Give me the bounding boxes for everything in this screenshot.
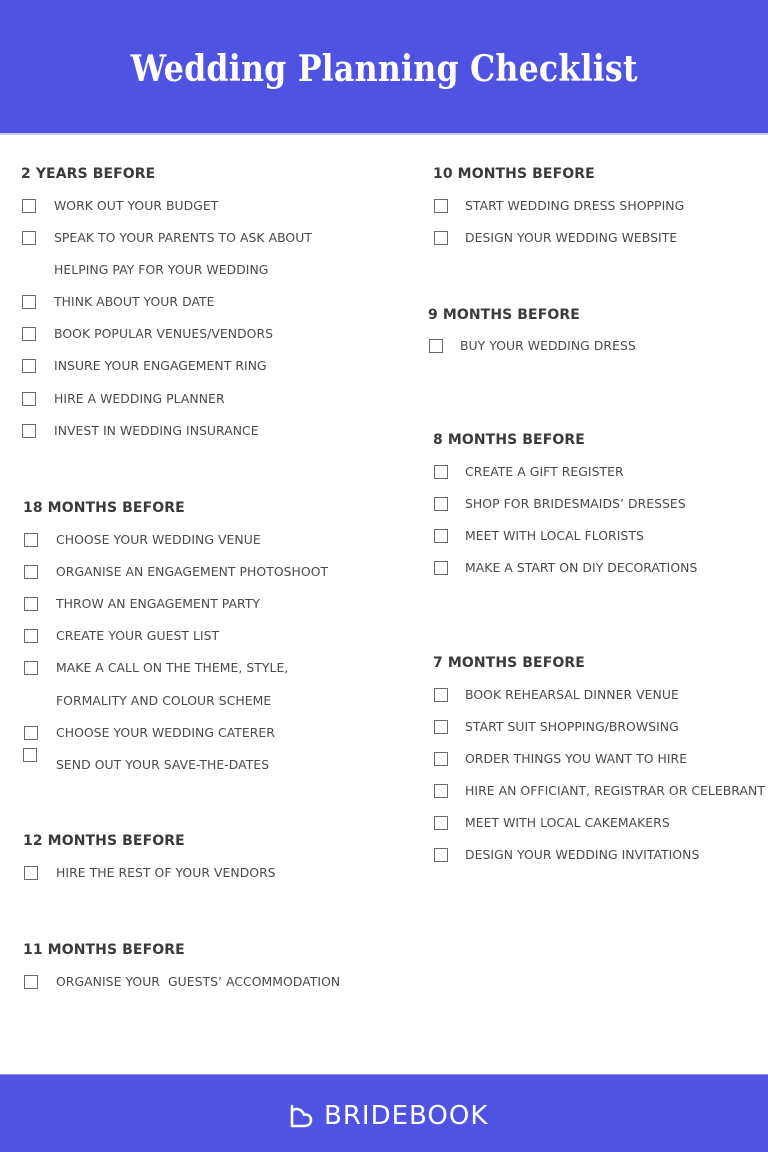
- section-10-months-before: [433, 164, 763, 254]
- checkbox[interactable]: [434, 465, 448, 479]
- checkbox[interactable]: [434, 529, 448, 543]
- checkbox[interactable]: [434, 231, 448, 245]
- header-divider: [0, 133, 768, 135]
- item-label: MAKE A CALL ON THE THEME, STYLE,: [56, 660, 289, 675]
- section-title: 10 MONTHS BEFORE: [433, 166, 595, 182]
- checkbox[interactable]: [22, 392, 36, 406]
- checkbox[interactable]: [22, 199, 36, 213]
- item-label: BOOK POPULAR VENUES/VENDORS: [54, 326, 274, 341]
- item-label: ORGANISE YOUR GUESTS’ ACCOMMODATION: [56, 974, 341, 989]
- section-12-months-before: [23, 831, 383, 891]
- checkbox[interactable]: [24, 597, 38, 611]
- checkbox[interactable]: [24, 975, 38, 989]
- item-label: INSURE YOUR ENGAGEMENT RING: [54, 358, 267, 373]
- checkbox[interactable]: [434, 561, 448, 575]
- item-label: MEET WITH LOCAL CAKEMAKERS: [465, 815, 670, 830]
- section-title: 9 MONTHS BEFORE: [428, 307, 580, 323]
- checkbox[interactable]: [22, 231, 36, 245]
- item-label: SPEAK TO YOUR PARENTS TO ASK ABOUT: [54, 230, 312, 245]
- section-8-months-before: [433, 430, 763, 590]
- section-title: 11 MONTHS BEFORE: [23, 942, 185, 958]
- section-2-years-before: [21, 164, 381, 454]
- checkbox[interactable]: [22, 359, 36, 373]
- checkbox[interactable]: [434, 784, 448, 798]
- item-label: ORGANISE AN ENGAGEMENT PHOTOSHOOT: [56, 564, 329, 579]
- brand-name: BRIDEBOOK: [324, 1101, 489, 1131]
- checkbox[interactable]: [24, 565, 38, 579]
- checkbox[interactable]: [22, 295, 36, 309]
- checkbox[interactable]: [429, 339, 443, 353]
- section-title: 18 MONTHS BEFORE: [23, 500, 185, 516]
- section-title: 12 MONTHS BEFORE: [23, 833, 185, 849]
- item-label: SEND OUT YOUR SAVE-THE-DATES: [56, 757, 270, 772]
- item-label: START WEDDING DRESS SHOPPING: [465, 198, 685, 213]
- section-11-months-before: [23, 940, 383, 1000]
- item-label-continuation: HELPING PAY FOR YOUR WEDDING: [54, 262, 269, 277]
- checkbox[interactable]: [22, 424, 36, 438]
- item-label: CREATE A GIFT REGISTER: [465, 464, 624, 479]
- item-label: INVEST IN WEDDING INSURANCE: [54, 423, 259, 438]
- checkbox[interactable]: [24, 726, 38, 740]
- item-label: HIRE A WEDDING PLANNER: [54, 391, 225, 406]
- section-9-months-before: [428, 305, 758, 365]
- item-label: BUY YOUR WEDDING DRESS: [460, 338, 636, 353]
- item-label: ORDER THINGS YOU WANT TO HIRE: [465, 751, 688, 766]
- item-label: HIRE THE REST OF YOUR VENDORS: [56, 865, 276, 880]
- item-label: THROW AN ENGAGEMENT PARTY: [56, 596, 261, 611]
- item-label: START SUIT SHOPPING/BROWSING: [465, 719, 679, 734]
- checkbox[interactable]: [22, 327, 36, 341]
- section-title: 8 MONTHS BEFORE: [433, 432, 585, 448]
- section-18-months-before: [23, 498, 383, 788]
- item-label: THINK ABOUT YOUR DATE: [54, 294, 215, 309]
- item-label: WORK OUT YOUR BUDGET: [54, 198, 219, 213]
- section-title: 2 YEARS BEFORE: [21, 166, 156, 182]
- item-label: SHOP FOR BRIDESMAIDS’ DRESSES: [465, 496, 686, 511]
- section-title: 7 MONTHS BEFORE: [433, 655, 585, 671]
- item-label-continuation: FORMALITY AND COLOUR SCHEME: [56, 693, 272, 708]
- checkbox[interactable]: [434, 752, 448, 766]
- item-label: CHOOSE YOUR WEDDING VENUE: [56, 532, 261, 547]
- item-label: CHOOSE YOUR WEDDING CATERER: [56, 725, 275, 740]
- checkbox[interactable]: [434, 816, 448, 830]
- checkbox[interactable]: [24, 629, 38, 643]
- checkbox[interactable]: [434, 848, 448, 862]
- checkbox[interactable]: [434, 720, 448, 734]
- header-banner: [0, 0, 768, 133]
- bridebook-logo[interactable]: [288, 1100, 488, 1132]
- checkbox[interactable]: [434, 688, 448, 702]
- item-label: DESIGN YOUR WEDDING INVITATIONS: [465, 847, 700, 862]
- item-label: DESIGN YOUR WEDDING WEBSITE: [465, 230, 678, 245]
- item-label: CREATE YOUR GUEST LIST: [56, 628, 220, 643]
- checkbox[interactable]: [23, 748, 37, 762]
- checkbox[interactable]: [24, 866, 38, 880]
- item-label: BOOK REHEARSAL DINNER VENUE: [465, 687, 679, 702]
- checkbox[interactable]: [24, 533, 38, 547]
- section-7-months-before: [433, 653, 763, 873]
- checkbox[interactable]: [434, 199, 448, 213]
- item-label: MAKE A START ON DIY DECORATIONS: [465, 560, 698, 575]
- item-label: HIRE AN OFFICIANT, REGISTRAR OR CELEBRANT: [465, 783, 765, 798]
- page-title: Wedding Planning Checklist: [130, 47, 638, 90]
- item-label: MEET WITH LOCAL FLORISTS: [465, 528, 644, 543]
- checkbox[interactable]: [24, 661, 38, 675]
- heart-outline-icon: [288, 1103, 314, 1129]
- checkbox[interactable]: [434, 497, 448, 511]
